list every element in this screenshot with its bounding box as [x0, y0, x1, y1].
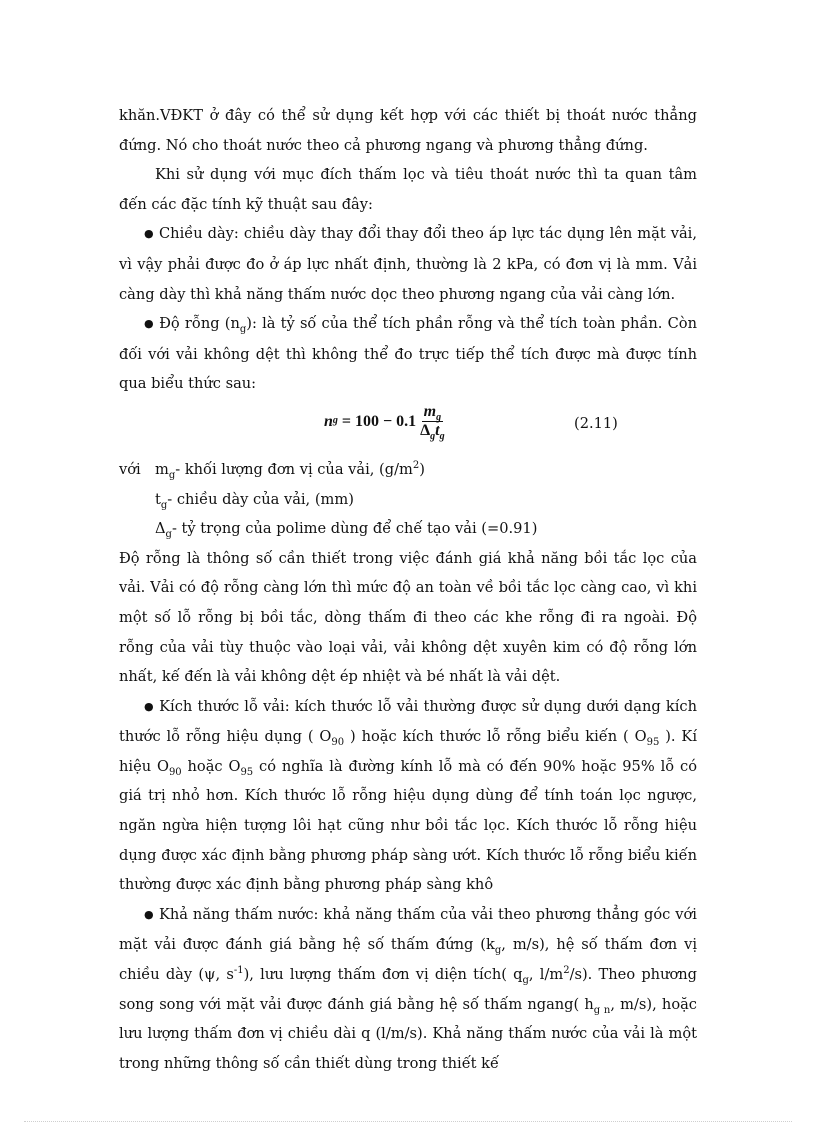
subscript: g	[239, 324, 247, 336]
text-segment: hoặc O	[181, 757, 241, 775]
formula-constant: = 100 − 0.1	[337, 412, 417, 430]
formula-delta: Δ	[420, 421, 431, 439]
def-text: - khối lượng đơn vị của vải, (g/m	[175, 460, 413, 478]
def-text: - chiều dày của vải, (mm)	[167, 490, 354, 508]
text-segment: ), lưu lượng thấm đơn vị diện tích( q	[243, 966, 523, 984]
definitions-lead: với	[119, 460, 141, 478]
paragraph-intro: khăn.VĐKT ở đây có thể sử dụng kết hợp với các thiết bị thoát nước thẳng đứng. Nó cho thoát nước theo cả phương ngang và phương thẳng đứng.	[119, 107, 697, 154]
def-var: t	[155, 490, 161, 508]
document-page	[119, 101, 697, 1078]
subscript: g n	[593, 1004, 611, 1016]
definition-mass	[119, 455, 697, 485]
def-text: )	[419, 460, 425, 478]
definition-thickness	[119, 485, 697, 515]
formula-sub: g	[436, 412, 442, 424]
text-segment: ). Kí hiệu O	[119, 728, 697, 775]
def-text: - tỷ trọng của polime dùng để chế tạo vải (=0.91)	[171, 520, 538, 538]
text-segment: ) hoặc kích thước lỗ rỗng biểu kiến ( O	[344, 728, 647, 746]
formula-sub: g	[430, 431, 436, 443]
bullet-thickness-text: Chiều dày: chiều dày thay đổi thay đổi theo áp lực tác dụng lên mặt vải, vì vậy phải được đo ở áp lực nhất định, thường là 2 kPa, có đơn vị là mm. Vải càng dày thì khả năng thấm nước dọc theo phương ngang của vải càng lớn.	[119, 225, 697, 303]
bullet-porosity	[119, 309, 697, 399]
formula-expression: n g = 100 − 0.1 $\frac{m_g}{\Delta_gt_g}$	[324, 402, 445, 443]
page-bottom-divider	[24, 1121, 792, 1122]
bullet-icon: ●	[144, 907, 154, 921]
subscript: 95	[646, 737, 660, 749]
formula-denominator	[418, 421, 446, 443]
subscript: g	[522, 974, 529, 986]
bullet-icon: ●	[144, 317, 155, 331]
def-sub: g	[165, 529, 172, 541]
text-segment: , m/s), hệ số thấm đơn vị chiều dày (ψ, s	[119, 936, 697, 984]
def-sup: 2	[412, 460, 420, 472]
bullet-icon: ●	[144, 699, 155, 713]
bullet-icon: ●	[144, 227, 154, 241]
bullet-thickness	[119, 219, 697, 309]
superscript: 2	[563, 965, 570, 977]
text-segment: , m/s), hoặc lưu lượng thấm đơn vị chiều dài q (l/m/s). Khả năng thấm nước của vải là một trong những thông số cần thiết dùng trong thiết kế	[119, 995, 697, 1072]
def-sub: g	[168, 469, 176, 481]
subscript: 90	[168, 766, 182, 778]
formula-sub: g	[439, 431, 445, 443]
paragraph-porosity-importance: Độ rỗng là thông số cần thiết trong việc đánh giá khả năng bồi tắc lọc của vải. Vải có độ rỗng càng lớn thì mức độ an toàn về bồi tắc lọc càng cao, vì khi một số lỗ rỗng bị bồi tắc, dòng thấm đi theo các khe rỗng đi ra ngoài. Độ rỗng của vải tùy thuộc vào loại vải, vải không dệt xuyên kim có độ rỗng lớn nhất, kế đến là vải không dệt ép nhiệt và bé nhất là vải dệt.	[119, 549, 697, 686]
superscript: -1	[233, 965, 244, 977]
formula-fraction	[418, 402, 446, 443]
text-segment: ): là tỷ số của thể tích phần rỗng và thể tích toàn phần. Còn đối với vải không dệt thì không thể đo trực tiếp thể tích được mà được tính qua biểu thức sau:	[119, 315, 697, 393]
formula-numerator	[422, 403, 443, 422]
equation-number: (2.11)	[574, 414, 618, 432]
subscript: 90	[331, 737, 345, 749]
text-segment: Độ rỗng (n	[159, 315, 240, 333]
variable-definitions	[119, 455, 697, 544]
def-var: Δ	[155, 520, 166, 538]
text-segment: Khả năng thấm nước: khả năng thấm của vải theo phương thẳng góc với mặt vải được đánh giá bằng hệ số thấm đứng (k	[119, 905, 697, 954]
def-var: m	[155, 460, 169, 478]
definition-density	[119, 514, 697, 544]
text-segment: /s). Theo phương song song với mặt vải được đánh giá bằng hệ số thấm ngang( h	[119, 966, 697, 1013]
bullet-pore-size	[119, 692, 697, 900]
formula-var: n	[324, 412, 333, 430]
formula-var: m	[423, 402, 437, 420]
def-sub: g	[160, 499, 168, 511]
paragraph-characteristics-lead: Khi sử dụng với mục đích thấm lọc và tiêu thoát nước thì ta quan tâm đến các đặc tính kỹ thuật sau đây:	[119, 166, 697, 213]
text-segment: Kích thước lỗ vải: kích thước lỗ vải thường được sử dụng dưới dạng kích thước lỗ rỗng hiệu dụng ( O	[119, 697, 697, 746]
subscript: g	[494, 945, 502, 957]
formula-var: t	[435, 421, 440, 439]
text-segment: có nghĩa là đường kính lỗ mà có đến 90% hoặc 95% lỗ có giá trị nhỏ hơn. Kích thước lỗ rỗng hiệu dụng dùng để tính toán lọc ngược, ngăn ngừa hiện tượng lôi hạt cũng như bồi tắc lọc. Kích thước lỗ rỗng hiệu dụng được xác định bằng phương pháp sàng ướt. Kích thước lỗ rỗng biểu kiến thường được xác định bằng phương pháp sàng khô	[119, 757, 697, 894]
bullet-permeability	[119, 900, 697, 1079]
equation-2-11	[119, 399, 697, 455]
subscript: 95	[240, 766, 254, 778]
text-segment: , l/m	[528, 966, 564, 984]
